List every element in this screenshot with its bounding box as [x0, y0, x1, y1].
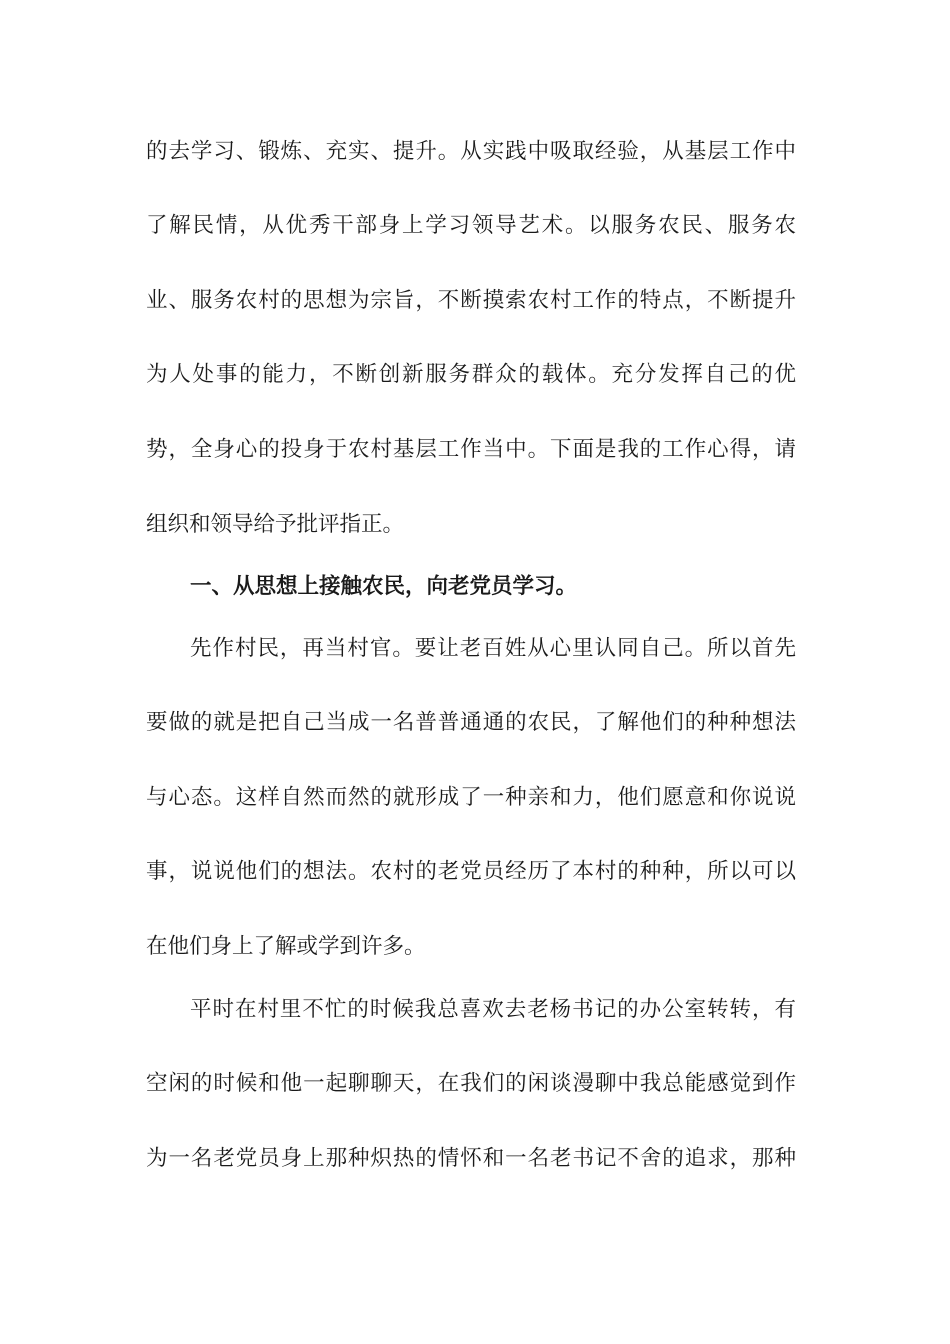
paragraph-line: 业、服务农村的思想为宗旨，不断摸索农村工作的特点，不断提升: [146, 288, 796, 313]
paragraph-line: 在他们身上了解或学到许多。: [146, 934, 426, 959]
paragraph-line: 势，全身心的投身于农村基层工作当中。下面是我的工作心得，请: [146, 437, 796, 462]
paragraph-line: 要做的就是把自己当成一名普普通通的农民，了解他们的种种想法: [146, 710, 796, 735]
paragraph-line: 空闲的时候和他一起聊聊天，在我们的闲谈漫聊中我总能感觉到作: [146, 1071, 796, 1096]
paragraph-line: 事，说说他们的想法。农村的老党员经历了本村的种种，所以可以: [146, 859, 796, 884]
paragraph-line: 与心态。这样自然而然的就形成了一种亲和力，他们愿意和你说说: [146, 785, 796, 810]
paragraph-line: 了解民情，从优秀干部身上学习领导艺术。以服务农民、服务农: [146, 213, 796, 238]
section-heading: 一、从思想上接触农民，向老党员学习。: [190, 574, 578, 599]
paragraph-line: 为一名老党员身上那种炽热的情怀和一名老书记不舍的追求，那种: [146, 1146, 796, 1171]
paragraph-line: 先作村民，再当村官。要让老百姓从心里认同自己。所以首先: [190, 636, 796, 661]
paragraph-line: 平时在村里不忙的时候我总喜欢去老杨书记的办公室转转，有: [190, 997, 796, 1022]
paragraph-line: 为人处事的能力，不断创新服务群众的载体。充分发挥自己的优: [146, 362, 796, 387]
paragraph-line: 的去学习、锻炼、充实、提升。从实践中吸取经验，从基层工作中: [146, 139, 796, 164]
paragraph-line: 组织和领导给予批评指正。: [146, 512, 405, 537]
